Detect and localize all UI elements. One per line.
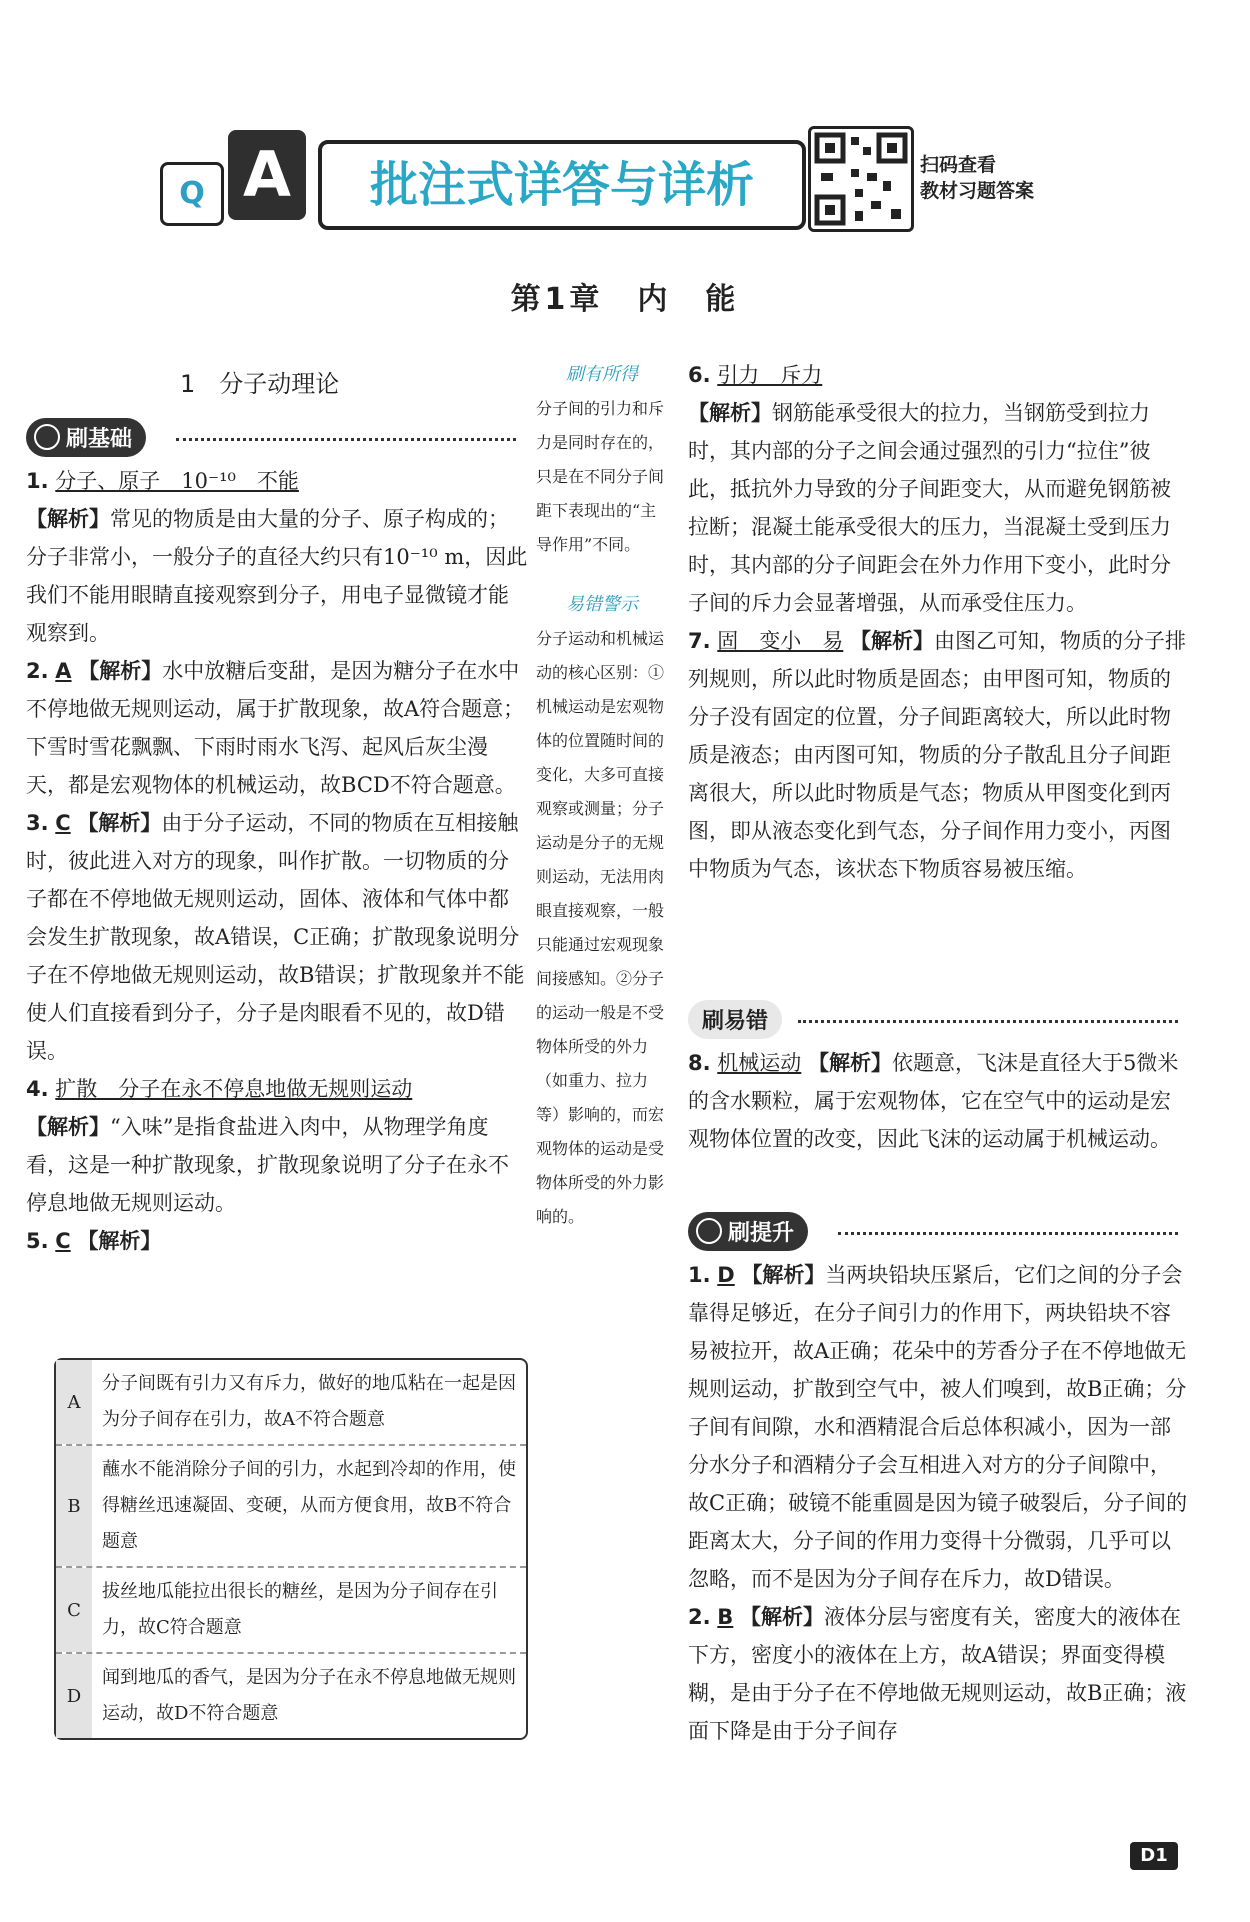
pencil-icon xyxy=(34,424,60,450)
p2-number: 2. xyxy=(688,1605,711,1629)
p1 xyxy=(688,1256,1188,1598)
q6 xyxy=(688,356,1188,622)
basic-tag-bar xyxy=(26,418,526,457)
q8-number: 8. xyxy=(688,1051,711,1075)
q5-answer: C xyxy=(55,1229,71,1253)
q7-number: 7. xyxy=(688,629,711,653)
q2-text: 水中放糖后变甜，是因为糖分子在水中不停地做无规则运动，属于扩散现象，故A符合题意；下雪时雪花飘飘、下雨时雨水飞泻、起风后灰尘漫天，都是宏观物体的机械运动，故BCD不符合题意。 xyxy=(26,659,525,797)
qr-caption-line2: 教材习题答案 xyxy=(920,180,1035,202)
right-column-advanced xyxy=(688,1256,1188,1750)
error-tag xyxy=(688,1000,782,1039)
q6-answer: 引力 斥力 xyxy=(717,363,823,387)
q1-text: 常见的物质是由大量的分子、原子构成的；分子非常小，一般分子的直径大约只有10⁻¹⁰ m，因此我们不能用眼睛直接观察到分子，用电子显微镜才能观察到。 xyxy=(26,507,528,645)
p1-text: 当两块铅块压紧后，它们之间的分子会靠得足够近，在分子间引力的作用下，两块铅块不容易被拉开，故A正确；花朵中的芳香分子在不停地做无规则运动，扩散到空气中，被人们嗅到，故B正确；分子间有间隙，水和酒精混合后总体积减小，因为一部分水分子和酒精分子会互相进入对方的分子间隙中，故C正确；破镜不能重圆是因为镜子破裂后，分子间的距离太大，分子间的作用力变得十分微弱，几乎可以忽略，而不是因为分子间存在斥力，故D错误。 xyxy=(688,1263,1188,1591)
left-column xyxy=(26,462,528,1260)
side-heading-gains: 刷有所得 xyxy=(566,364,638,385)
header-title: 批注式详答与详析 xyxy=(318,140,806,230)
error-tag-bar xyxy=(688,1000,1188,1039)
table-row-key: C xyxy=(56,1568,92,1652)
a-logo-box: A xyxy=(228,130,306,220)
q3-label: 【解析】 xyxy=(77,811,162,835)
table-row-text: 蘸水不能消除分子间的引力，水起到冷却的作用，使得糖丝迅速凝固、变硬，从而方便食用，故B不符合题意 xyxy=(102,1459,516,1552)
q4 xyxy=(26,1070,528,1222)
basic-tag xyxy=(26,418,146,457)
right-column-error xyxy=(688,1044,1188,1158)
q3-answer: C xyxy=(55,811,71,835)
q2 xyxy=(26,652,528,804)
q5-analysis-table xyxy=(54,1358,528,1740)
table-row-text: 分子间既有引力又有斥力，做好的地瓜粘在一起是因为分子间存在引力，故A不符合题意 xyxy=(102,1373,516,1430)
side-text-gains: 分子间的引力和斥力是同时存在的，只是在不同分子间距下表现出的“主导作用”不同。 xyxy=(536,399,665,554)
q-logo-box: Q xyxy=(160,162,224,226)
q3-number: 3. xyxy=(26,811,49,835)
table-row-key: A xyxy=(56,1360,92,1444)
q8-answer: 机械运动 xyxy=(717,1051,802,1075)
qr-caption-line1: 扫码查看 xyxy=(920,154,997,176)
q1-label: 【解析】 xyxy=(26,507,110,531)
q8 xyxy=(688,1044,1188,1158)
table-row-text: 拔丝地瓜能拉出很长的糖丝，是因为分子间存在引力，故C符合题意 xyxy=(102,1581,498,1638)
q2-number: 2. xyxy=(26,659,49,683)
q7-label: 【解析】 xyxy=(849,629,934,653)
q3 xyxy=(26,804,528,1070)
table-row xyxy=(56,1446,526,1568)
divider xyxy=(176,438,516,441)
section-title: 1 分子动理论 xyxy=(180,370,340,398)
p1-number: 1. xyxy=(688,1263,711,1287)
table-row-text: 闻到地瓜的香气，是因为分子在永不停息地做无规则运动，故D不符合题意 xyxy=(102,1667,516,1724)
pencil-icon xyxy=(696,1218,722,1244)
q6-text: 钢筋能承受很大的拉力，当钢筋受到拉力时，其内部的分子之间会通过强烈的引力“拉住”彼此，抵抗外力导致的分子间距变大，从而避免钢筋被拉断；混凝土能承受很大的压力，当混凝土受到压力时，其内部的分子间距会在外力作用下变小，此时分子间的斥力会显著增强，从而承受住压力。 xyxy=(688,401,1171,615)
q1-number: 1. xyxy=(26,469,49,493)
p2-text: 液体分层与密度有关，密度大的液体在下方，密度小的液体在上方，故A错误；界面变得模糊，是由于分子在不停地做无规则运动，故B正确；液面下降是由于分子间存 xyxy=(688,1605,1187,1743)
basic-tag-label: 刷基础 xyxy=(66,427,133,452)
table-row-key: D xyxy=(56,1654,92,1738)
advanced-tag-bar xyxy=(688,1212,1188,1251)
p2-label: 【解析】 xyxy=(739,1605,824,1629)
q5 xyxy=(26,1222,528,1260)
q5-label: 【解析】 xyxy=(77,1229,162,1253)
q4-label: 【解析】 xyxy=(26,1115,110,1139)
qr-code-icon[interactable] xyxy=(808,126,914,232)
q3-text: 由于分子运动，不同的物质在互相接触时，彼此进入对方的现象，叫作扩散。一切物质的分子都在不停地做无规则运动，固体、液体和气体中都会发生扩散现象，故A错误，C正确；扩散现象说明分子在不停地做无规则运动，故B错误；扩散现象并不能使人们直接看到分子，分子是肉眼看不见的，故D错误。 xyxy=(26,811,525,1063)
divider xyxy=(838,1232,1178,1235)
right-column-top xyxy=(688,356,1188,888)
q1-answer: 分子、原子 10⁻¹⁰ 不能 xyxy=(55,469,299,493)
qr-caption xyxy=(920,152,1060,204)
side-text-warning: 分子运动和机械运动的核心区别：①机械运动是宏观物体的位置随时间的变化，大多可直接观察或测量；分子运动是分子的无规则运动，无法用肉眼直接观察，一般只能通过宏观现象间接感知。②分子的运动一般是不受物体所受的外力（如重力、拉力等）影响的，而宏观物体的运动是受物体所受的外力影响的。 xyxy=(536,629,665,1226)
q5-number: 5. xyxy=(26,1229,49,1253)
table-row-key: B xyxy=(56,1446,92,1566)
p1-label: 【解析】 xyxy=(741,1263,826,1287)
q6-label: 【解析】 xyxy=(688,401,772,425)
q7-text: 由图乙可知，物质的分子排列规则，所以此时物质是固态；由甲图可知，物质的分子没有固定的位置，分子间距离较大，所以此时物质是液态；由丙图可知，物质的分子散乱且分子间距离很大，所以此时物质是气态；物质从甲图变化到丙图，即从液态变化到气态，分子间作用力变小，丙图中物质为气态，该状态下物质容易被压缩。 xyxy=(688,629,1186,881)
table-row xyxy=(56,1568,526,1654)
q4-text: “入味”是指食盐进入肉中，从物理学角度看，这是一种扩散现象，扩散现象说明了分子在永不停息地做无规则运动。 xyxy=(26,1115,509,1215)
p1-answer: D xyxy=(717,1263,735,1287)
advanced-tag-label: 刷提升 xyxy=(728,1221,795,1246)
chapter-title: 第1章 内 能 xyxy=(510,282,740,317)
side-notes xyxy=(536,358,668,1234)
error-tag-label: 刷易错 xyxy=(702,1009,769,1034)
table-row xyxy=(56,1360,526,1446)
p2 xyxy=(688,1598,1188,1750)
advanced-tag xyxy=(688,1212,808,1251)
q8-label: 【解析】 xyxy=(807,1051,892,1075)
q4-answer: 扩散 分子在永不停息地做无规则运动 xyxy=(55,1077,413,1101)
q2-label: 【解析】 xyxy=(78,659,163,683)
q1 xyxy=(26,462,528,652)
q2-answer: A xyxy=(55,659,72,683)
q7 xyxy=(688,622,1188,888)
p2-answer: B xyxy=(717,1605,734,1629)
q7-answer: 固 变小 易 xyxy=(717,629,844,653)
divider xyxy=(798,1020,1178,1023)
q8-text: 依题意，飞沫是直径大于5微米的含水颗粒，属于宏观物体，它在空气中的运动是宏观物体位置的改变，因此飞沫的运动属于机械运动。 xyxy=(688,1051,1179,1151)
table-row xyxy=(56,1654,526,1738)
page-number: D1 xyxy=(1130,1842,1178,1870)
side-heading-warning: 易错警示 xyxy=(566,594,638,615)
q6-number: 6. xyxy=(688,363,711,387)
q4-number: 4. xyxy=(26,1077,49,1101)
